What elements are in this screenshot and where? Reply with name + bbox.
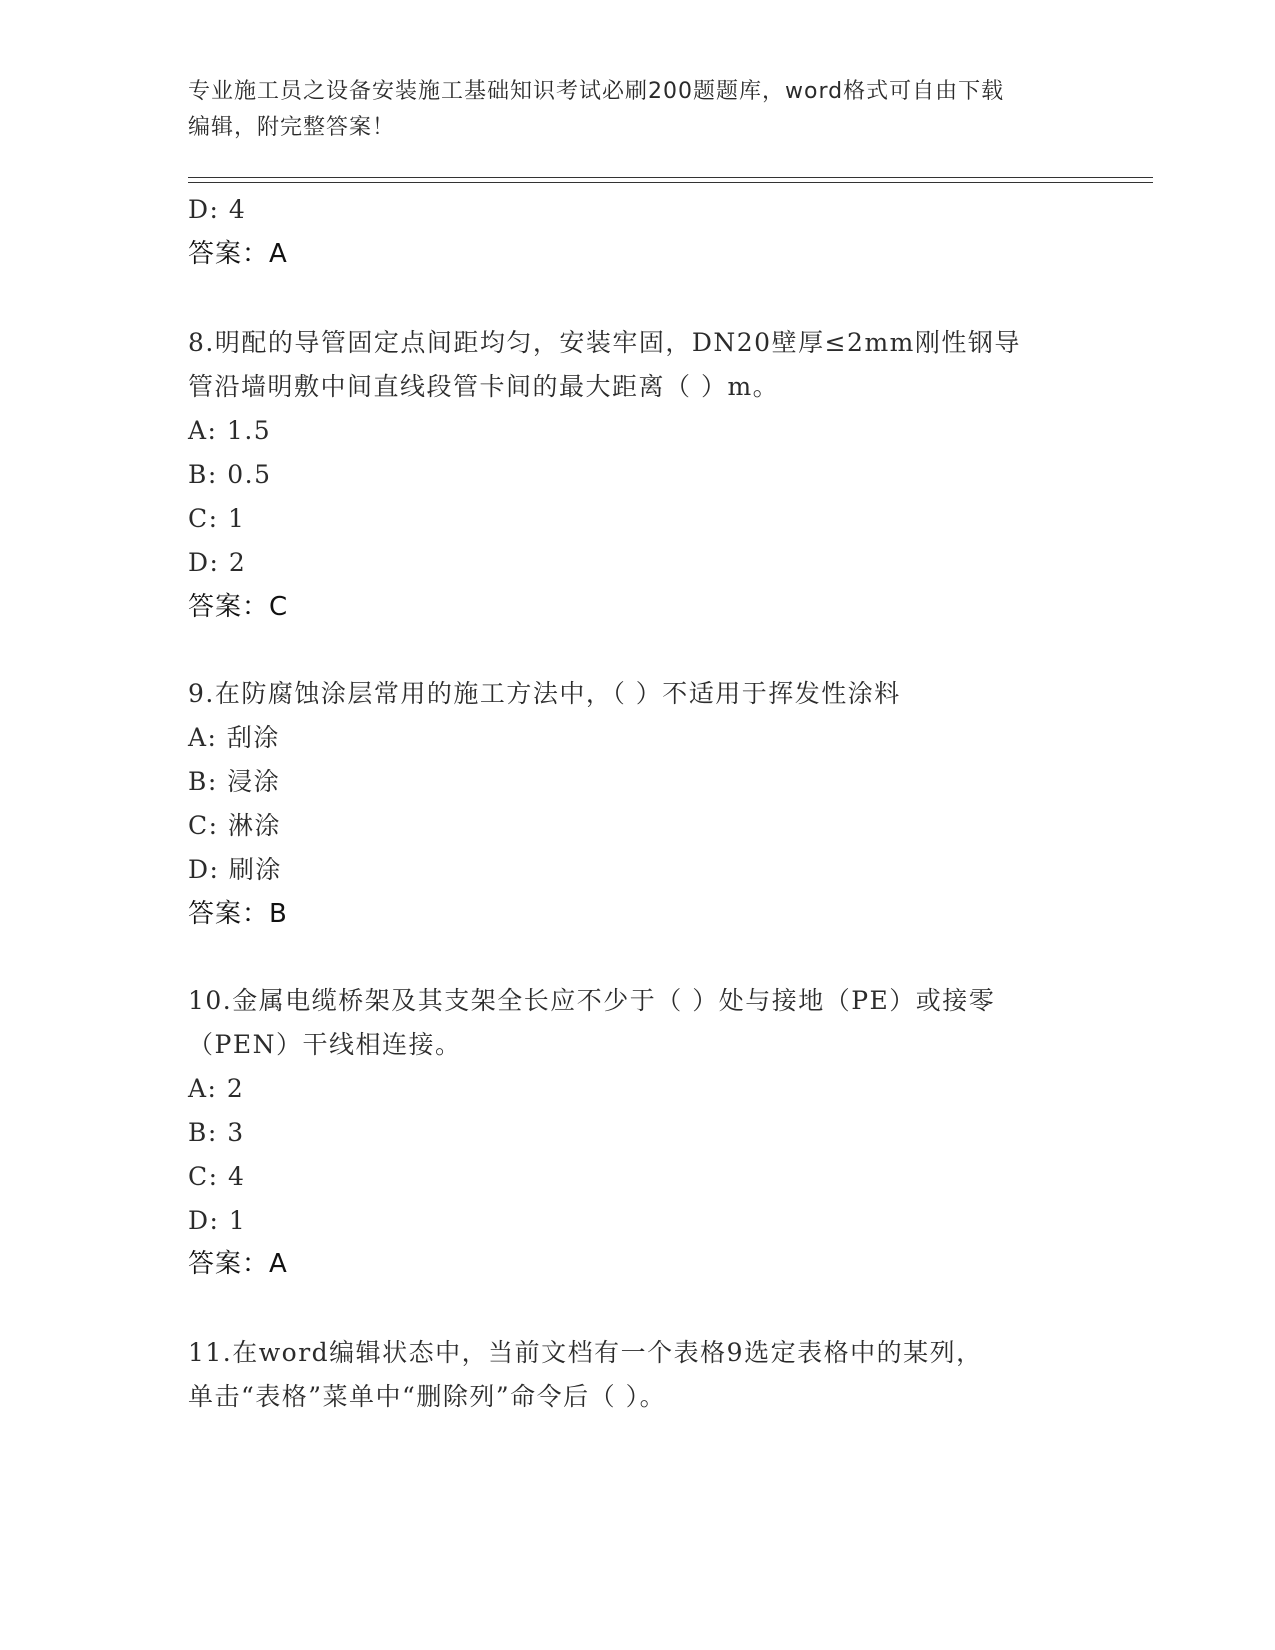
q9-option-d: D: 刷涂 — [188, 855, 282, 884]
header-divider-bottom — [188, 182, 1153, 183]
q9-option-b: B: 浸涂 — [188, 767, 281, 796]
q10-option-b: B: 3 — [188, 1118, 245, 1147]
q8-option-d: D: 2 — [188, 548, 247, 577]
q10-stem-line2: （PEN）干线相连接。 — [188, 1030, 462, 1059]
q9-option-c: C: 淋涂 — [188, 811, 281, 840]
q10-option-c: C: 4 — [188, 1162, 246, 1191]
q8-option-a: A: 1.5 — [188, 416, 272, 445]
q9-stem-line1: 9.在防腐蚀涂层常用的施工方法中，（ ）不适用于挥发性涂料 — [188, 679, 901, 708]
q11-stem-line2: 单击“表格”菜单中“删除列”命令后（ ）。 — [188, 1382, 667, 1411]
header-title-line2: 编辑，附完整答案！ — [188, 115, 396, 140]
header-divider-top — [188, 177, 1153, 178]
q10-stem-line1: 10.金属电缆桥架及其支架全长应不少于（ ）处与接地（PE）或接零 — [188, 986, 996, 1015]
q8-stem-line1: 8.明配的导管固定点间距均匀，安装牢固，DN20壁厚≤2mm刚性钢导 — [188, 328, 1021, 357]
q10-answer: 答案：A — [188, 1249, 288, 1279]
prev-answer: 答案：A — [188, 239, 288, 269]
q8-option-b: B: 0.5 — [188, 460, 272, 489]
q9-option-a: A: 刮涂 — [188, 723, 280, 752]
q10-option-a: A: 2 — [188, 1074, 245, 1103]
q8-option-c: C: 1 — [188, 504, 246, 533]
q8-stem-line2: 管沿墙明敷中间直线段管卡间的最大距离（ ）m。 — [188, 372, 780, 401]
q11-stem-line1: 11.在word编辑状态中，当前文档有一个表格9选定表格中的某列， — [188, 1338, 983, 1367]
q10-option-d: D: 1 — [188, 1206, 247, 1235]
header-title-line1: 专业施工员之设备安装施工基础知识考试必刷200题题库，word格式可自由下载 — [188, 79, 1005, 104]
document-header — [188, 74, 1088, 146]
prev-option-d: D: 4 — [188, 195, 247, 224]
q8-answer: 答案：C — [188, 592, 289, 622]
q9-answer: 答案：B — [188, 899, 288, 929]
